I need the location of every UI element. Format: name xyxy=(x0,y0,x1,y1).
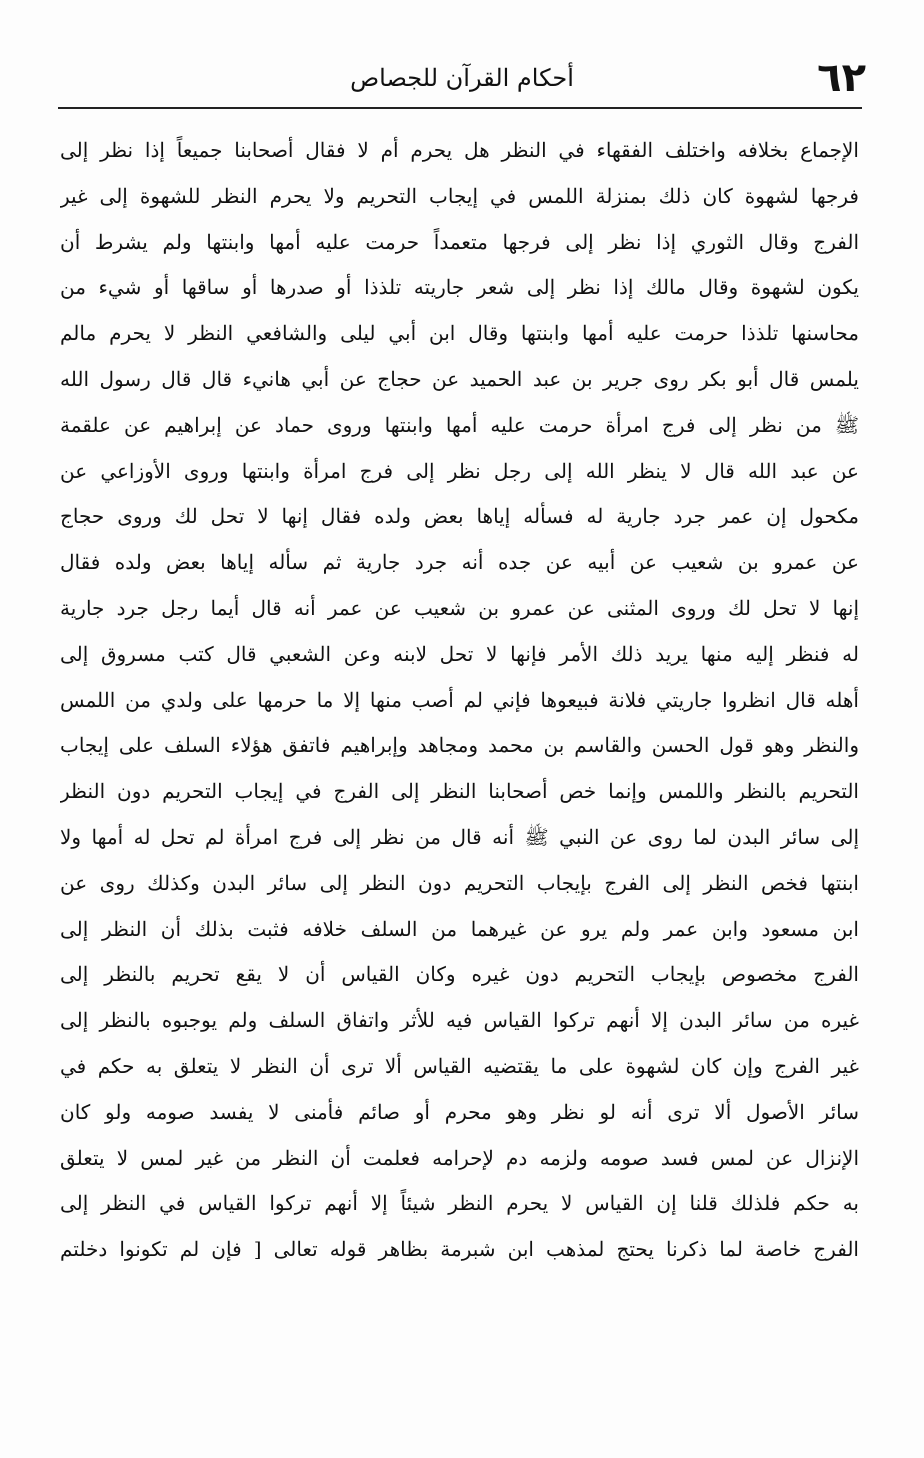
text-line: الإنزال عن لمس فسد صومه ولزمه دم لإحرامه فعلمت أن النظر من غير لمس لا يتعلق xyxy=(60,1145,859,1170)
text-line: به حكم فلذلك قلنا إن القياس لا يحرم النظر شيئاً إلا أنهم تركوا القياس في النظر إلى xyxy=(60,1191,859,1216)
body-text xyxy=(60,128,859,1273)
text-line: له فنظر إليه منها يريد ذلك الأمر فإنها لا تحل لابنه وعن الشعبي قال كتب مسروق إلى xyxy=(60,641,859,666)
text-line: غير الفرج وإن كان لشهوة على ما يقتضيه القياس ألا ترى أن النظر لا يتعلق به حكم في xyxy=(60,1053,859,1078)
header-divider xyxy=(58,107,862,109)
text-line: والنظر وهو قول الحسن والقاسم بن محمد ومجاهد وإبراهيم فاتفق هؤلاء السلف على إيجاب xyxy=(60,733,859,758)
text-line: ابن مسعود وابن عمر ولم يرو عن غيرهما من السلف خلافه فثبت بذلك أن النظر إلى xyxy=(60,916,859,941)
page-header xyxy=(58,55,866,107)
text-line: إنها لا تحل لك وروى المثنى عن عمرو بن شعيب عن عمر أنه قال أيما رجل جرد جارية xyxy=(60,595,859,620)
running-title: أحكام القرآن للجصاص xyxy=(350,64,574,92)
text-line: الفرج خاصة لما ذكرنا يحتج لمذهب ابن شبرمة بظاهر قوله تعالى [ فإن لم تكونوا دخلتم xyxy=(60,1237,859,1262)
text-line: إلى سائر البدن لما روى عن النبي ﷺ أنه قال من نظر إلى فرج امرأة لم تحل له أمها ولا xyxy=(60,824,859,849)
text-line: عن عبد الله قال لا ينظر الله إلى رجل نظر إلى فرج امرأة وابنتها وروى الأوزاعي عن xyxy=(60,458,859,483)
text-line: أهله قال انظروا جاريتي فلانة فبيعوها فإني لم أصب منها إلا ما حرمها على ولدي من اللمس xyxy=(60,687,859,712)
text-line: سائر الأصول ألا ترى أنه لو نظر وهو محرم أو صائم فأمنى لا يفسد صومه ولو كان xyxy=(60,1099,859,1124)
text-line: يلمس قال أبو بكر روى جرير بن عبد الحميد عن حجاج عن أبي هانيء قال قال رسول الله xyxy=(60,366,859,391)
text-line: ﷺ من نظر إلى فرج امرأة حرمت عليه أمها وابنتها وروى حماد عن إبراهيم عن علقمة xyxy=(60,412,859,437)
text-line: عن عمرو بن شعيب عن أبيه عن جده أنه جرد جارية ثم سأله إياها بعض ولده فقال xyxy=(60,550,859,575)
text-line: ابنتها فخص النظر إلى الفرج بإيجاب التحريم دون النظر إلى سائر البدن وكذلك روى عن xyxy=(60,870,859,895)
text-line: محاسنها تلذذا حرمت عليه أمها وابنتها وقال ابن أبي ليلى والشافعي النظر لا يحرم مالم xyxy=(60,321,859,346)
text-line: الفرج مخصوص بإيجاب التحريم دون غيره وكان القياس أن لا يقع تحريم بالنظر إلى xyxy=(60,962,859,987)
text-line: غيره من سائر البدن إلا أنهم تركوا القياس فيه للأثر واتفاق السلف ولم يوجبوه بالنظر إلى xyxy=(60,1008,859,1033)
text-line: يكون لشهوة وقال مالك إذا نظر إلى شعر جاريته تلذذا أو صدرها أو ساقها أو شيء من xyxy=(60,275,859,300)
text-line: التحريم بالنظر واللمس وإنما خص أصحابنا النظر إلى الفرج في إيجاب التحريم دون النظر xyxy=(60,779,859,804)
page-number: ٦٢ xyxy=(817,55,866,101)
text-line: الفرج وقال الثوري إذا نظر إلى فرجها متعمداً حرمت عليه أمها وابنتها ولم يشرط أن xyxy=(60,229,859,254)
text-line: فرجها لشهوة كان ذلك بمنزلة اللمس في إيجاب التحريم ولا يحرم النظر للشهوة إلى غير xyxy=(60,183,859,208)
text-line: مكحول إن عمر جرد جارية له فسأله إياها بعض ولده فقال إنها لا تحل لك وروى حجاج xyxy=(60,504,859,529)
text-line: الإجماع بخلافه واختلف الفقهاء في النظر هل يحرم أم لا فقال أصحابنا جميعاً إذا نظر إلى xyxy=(60,138,859,162)
